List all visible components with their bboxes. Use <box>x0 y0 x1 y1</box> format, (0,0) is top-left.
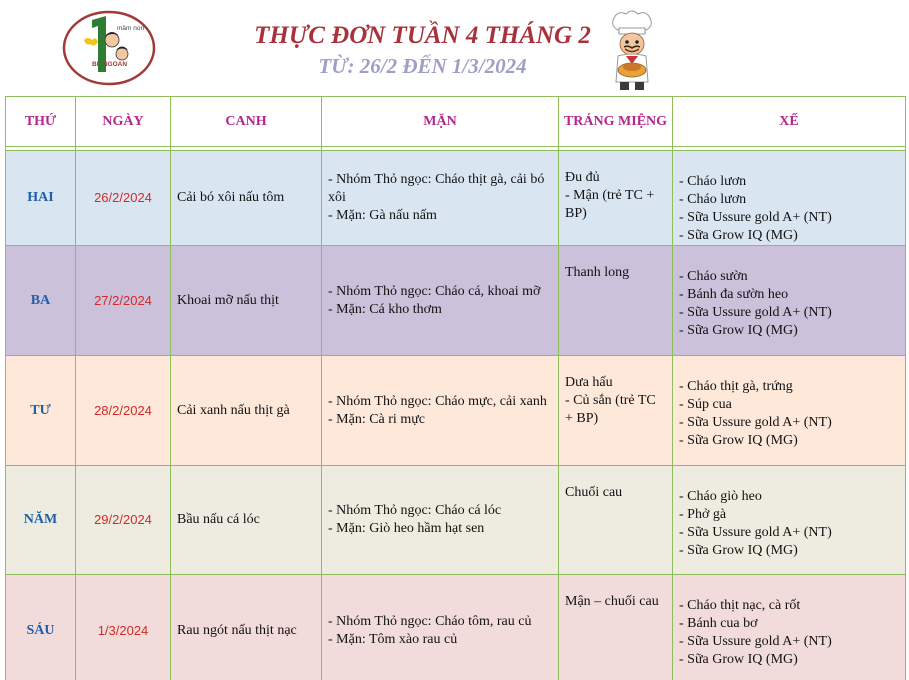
snack-text: - Cháo lươn - Cháo lươn - Sữa Ussure gold A+ (NT) - Sữa Grow IQ (MG) <box>679 174 832 243</box>
dessert-text: Chuối cau <box>565 485 623 500</box>
title-block <box>170 20 675 80</box>
table-row <box>6 246 906 356</box>
main-dish-cell <box>322 151 559 246</box>
day-cell: SÁU <box>6 575 76 680</box>
soup-cell: Cải xanh nấu thịt gà <box>171 356 322 466</box>
column-header-thu: THỨ <box>6 97 76 147</box>
page-title: THỰC ĐƠN TUẦN 4 THÁNG 2 <box>254 22 591 49</box>
dessert-cell <box>559 356 673 466</box>
dessert-cell <box>559 575 673 680</box>
column-header-canh: CANH <box>171 97 322 147</box>
dessert-text: Dưa hấu - Củ sắn (trẻ TC + BP) <box>565 375 656 426</box>
soup-cell: Cải bó xôi nấu tôm <box>171 151 322 246</box>
date-cell: 28/2/2024 <box>76 356 171 466</box>
day-cell: HAI <box>6 151 76 246</box>
main-dish-text: - Nhóm Thỏ ngọc: Cháo thịt gà, cải bó xôi - Mặn: Gà nấu nấm <box>328 172 545 223</box>
table-row <box>6 466 906 575</box>
main-dish-cell <box>322 466 559 575</box>
soup-cell: Bầu nấu cá lóc <box>171 466 322 575</box>
snack-cell <box>673 466 906 575</box>
snack-cell <box>673 356 906 466</box>
dessert-text: Đu đủ - Mận (trẻ TC + BP) <box>565 170 655 221</box>
main-dish-text: - Nhóm Thỏ ngọc: Cháo mực, cải xanh - Mặn: Cà ri mực <box>328 393 547 427</box>
date-cell: 29/2/2024 <box>76 466 171 575</box>
column-header-ngay: NGÀY <box>76 97 171 147</box>
snack-cell <box>673 151 906 246</box>
main-dish-text: - Nhóm Thỏ ngọc: Cháo cá lóc - Mặn: Giò heo hầm hạt sen <box>328 503 502 536</box>
column-header-xe: XẾ <box>673 97 906 147</box>
day-cell: TƯ <box>6 356 76 466</box>
page-subtitle: TỪ: 26/2 ĐẾN 1/3/2024 <box>318 54 527 78</box>
table-row <box>6 356 906 466</box>
dessert-cell <box>559 466 673 575</box>
snack-text: - Cháo thịt gà, trứng - Súp cua - Sữa Ussure gold A+ (NT) - Sữa Grow IQ (MG) <box>679 379 832 448</box>
snack-text: - Cháo giò heo - Phở gà - Sữa Ussure gold A+ (NT) - Sữa Grow IQ (MG) <box>679 489 832 558</box>
kindergarten-logo <box>62 10 156 86</box>
logo-text-top: mầm non <box>117 25 145 32</box>
soup-cell: Khoai mỡ nấu thịt <box>171 246 322 356</box>
dessert-text: Thanh long <box>565 265 630 280</box>
main-dish-text: - Nhóm Thỏ ngọc: Cháo cá, khoai mỡ - Mặn: Cá kho thơm <box>328 283 541 317</box>
main-dish-cell <box>322 356 559 466</box>
snack-text: - Cháo sườn - Bánh đa sườn heo - Sữa Ussure gold A+ (NT) - Sữa Grow IQ (MG) <box>679 269 832 338</box>
day-cell: BA <box>6 246 76 356</box>
dessert-cell <box>559 246 673 356</box>
soup-cell: Rau ngót nấu thịt nạc <box>171 575 322 680</box>
date-cell: 1/3/2024 <box>76 575 171 680</box>
chef-mascot-icon <box>604 8 660 94</box>
column-header-man: MẶN <box>322 97 559 147</box>
dessert-cell <box>559 151 673 246</box>
snack-cell <box>673 575 906 680</box>
table-row <box>6 575 906 680</box>
main-dish-cell <box>322 575 559 680</box>
date-cell: 27/2/2024 <box>76 246 171 356</box>
day-cell: NĂM <box>6 466 76 575</box>
logo-text-bottom: BÉ NGOAN <box>92 61 128 68</box>
snack-cell <box>673 246 906 356</box>
weekly-menu-table <box>5 96 906 680</box>
main-dish-cell <box>322 246 559 356</box>
table-row <box>6 151 906 246</box>
dessert-text: Mận – chuối cau <box>565 594 659 609</box>
table-header-row <box>6 97 906 147</box>
main-dish-text: - Nhóm Thỏ ngọc: Cháo tôm, rau củ - Mặn: Tôm xào rau củ <box>328 613 532 647</box>
date-cell: 26/2/2024 <box>76 151 171 246</box>
snack-text: - Cháo thịt nạc, cà rốt - Bánh cua bơ - Sữa Ussure gold A+ (NT) - Sữa Grow IQ (MG) <box>679 598 832 667</box>
column-header-trang-mieng: TRÁNG MIỆNG <box>559 97 673 147</box>
page-header <box>0 0 909 96</box>
